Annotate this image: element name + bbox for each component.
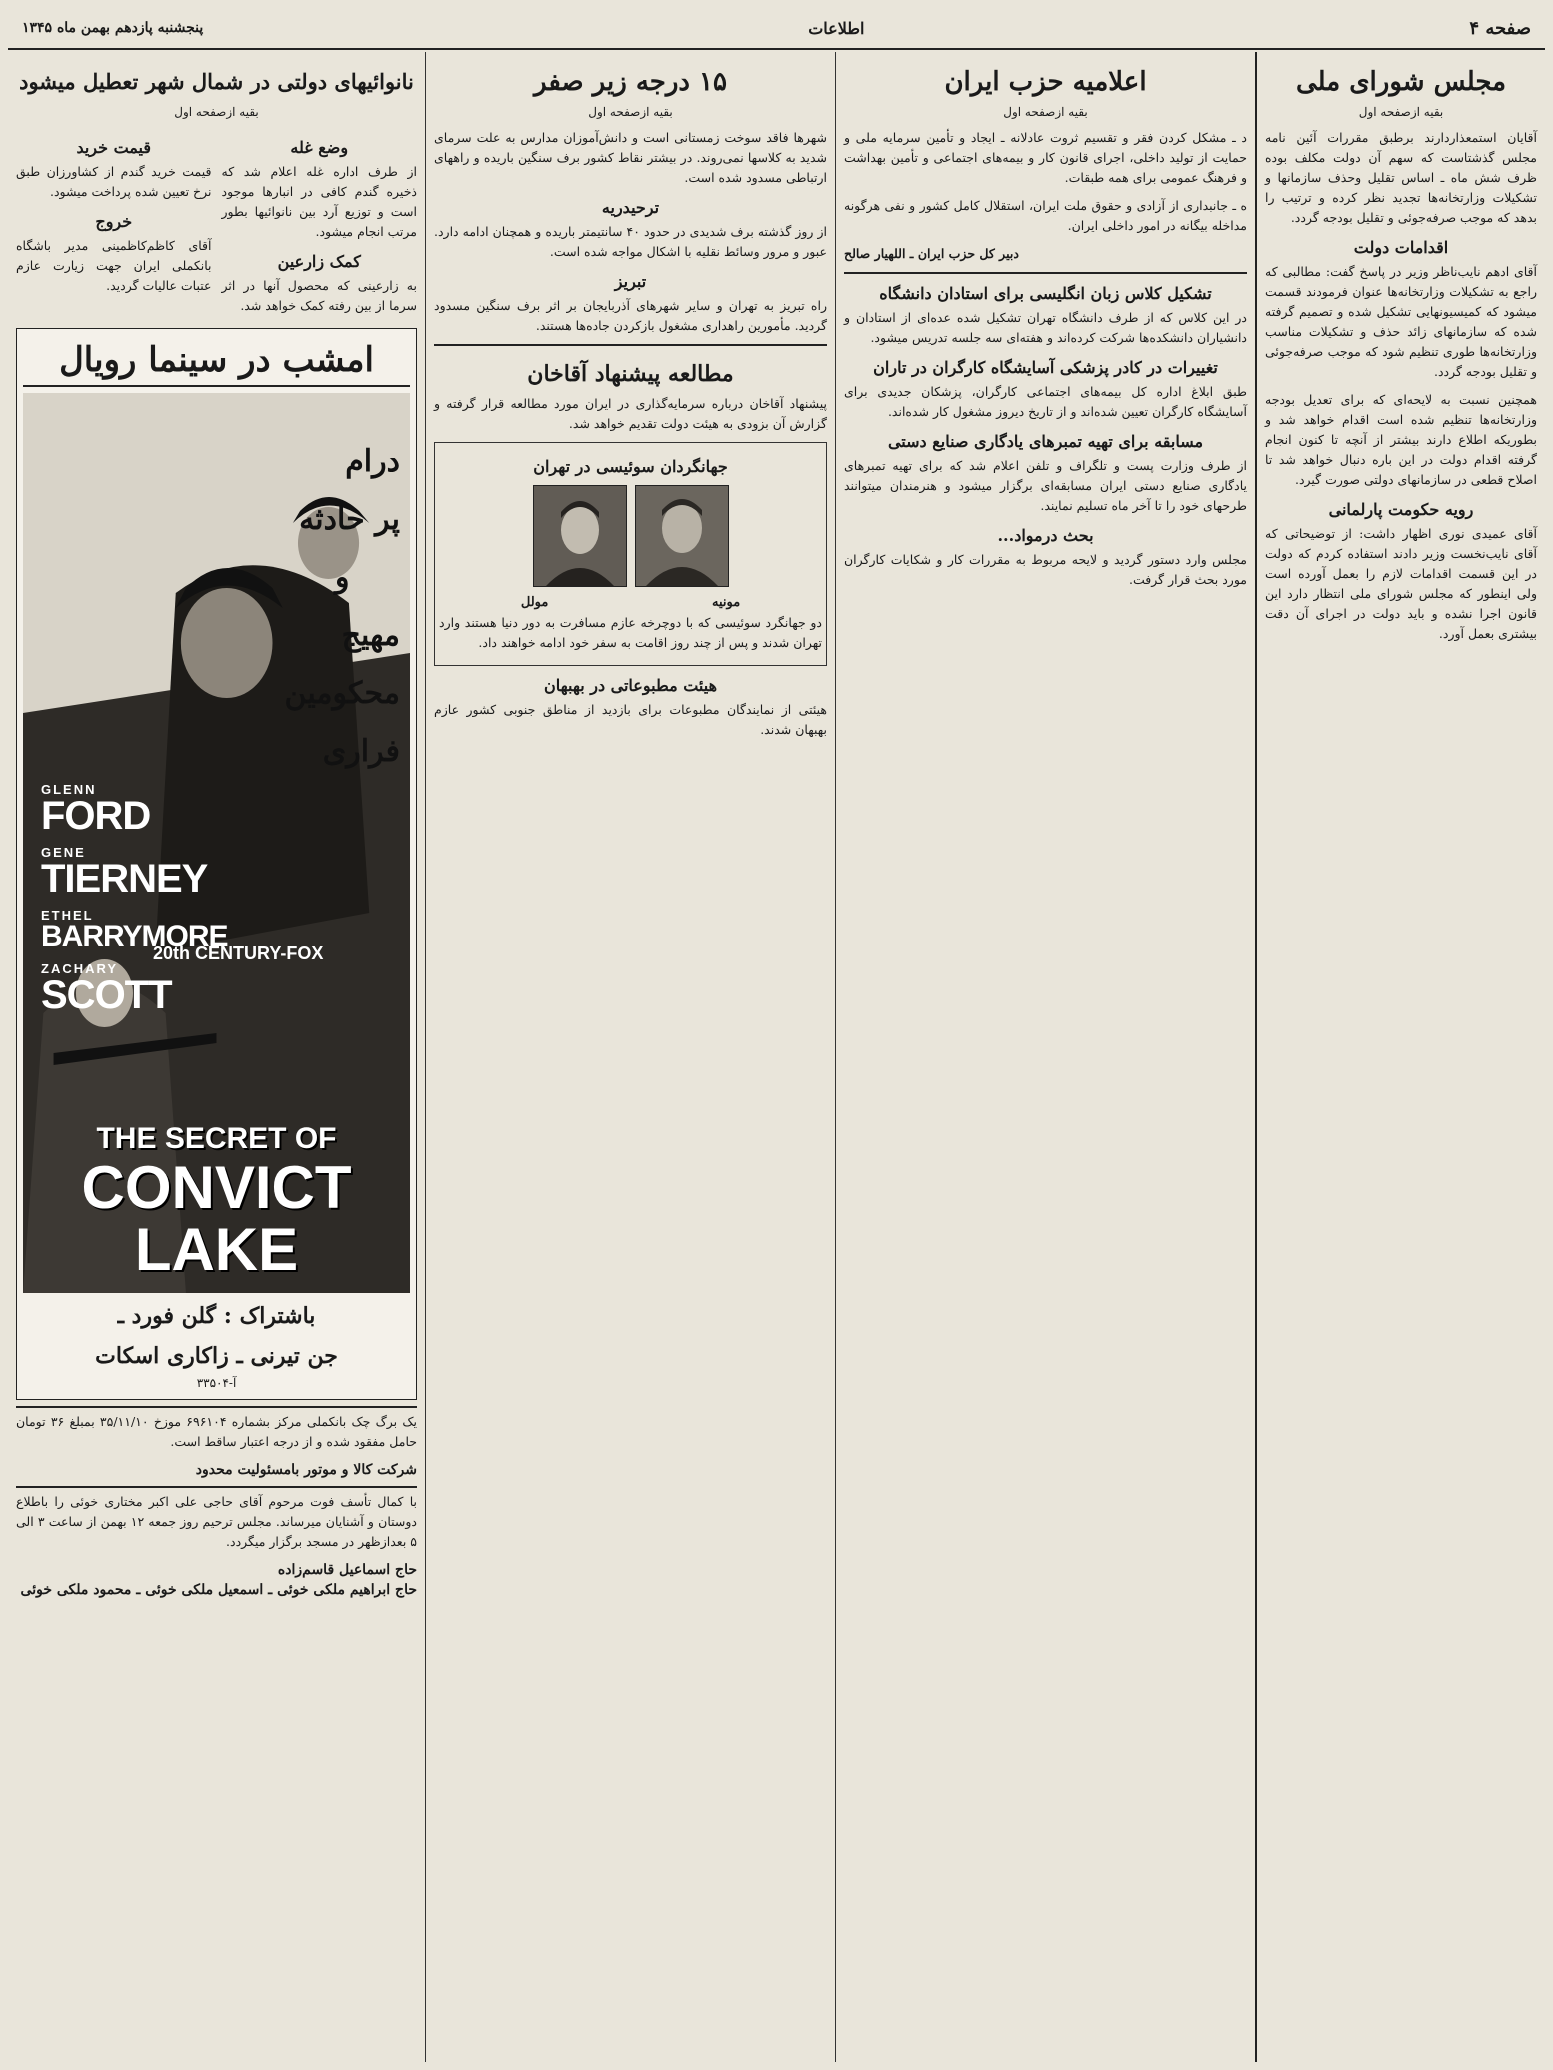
cinema-advertisement (16, 328, 417, 1400)
ad-starring: باشتراک : گلن فورد ـ (117, 1303, 316, 1329)
genre-line: درام (345, 444, 400, 479)
photo-captions (439, 593, 822, 613)
continued-note: بقیه ازصفحه اول (588, 105, 673, 119)
studio-logo: 20th CENTURY-FOX (153, 943, 324, 963)
movie-title-line: CONVICT (81, 1154, 352, 1221)
section-heading: رویه حکومت پارلمانی (1328, 500, 1474, 519)
notice-signature: حاج اسماعیل قاسم‌زاده (277, 1562, 417, 1578)
headline-iran-party: اعلامیه حزب ایران (944, 67, 1147, 97)
notice-text: یک برگ چک بانکملی مرکز بشماره ۶۹۶۱۰۴ موزخ ۳۵/۱۱/۱۰ بمبلغ ۳۶ تومان حامل مفقود شده و از درجه اعتبار ساقط است. (16, 1414, 417, 1449)
cast-list (41, 773, 228, 1015)
article-text: آقای عمیدی نوری اظهار داشت: از توضیحاتی که آقای نایب‌نخست وزیر دادند استفاده کردم که دولت در این قسمت اقدامات لازم را بعمل آورده است ولی اینطور که مجلس شورای ملی انتظار دارد این قانون اجرا نشده و باید دولت در اجرای آن دقت بیشتری بعمل آورد. (1265, 526, 1537, 641)
section-heading: تشکیل کلاس زبان انگلیسی برای استادان دانشگاه (879, 284, 1212, 303)
portrait-photo (533, 485, 627, 587)
section-heading: تغییرات در کادر پزشکی آسایشگاه کارگران در تاران (873, 358, 1218, 377)
article-text: راه تبریز به تهران و سایر شهرهای آذربایجان بر اثر برف سنگین مسدود گردید. مأمورین راهداری مشغول بازکردن جاده‌ها هستند. (434, 298, 827, 333)
photo-caption: مولل (520, 595, 549, 610)
article-text: آقای کاظم‌کاظمینی مدیر باشگاه بانکملی ایران جهت زیارت عازم عتبات عالیات گردید. (16, 238, 212, 293)
genre-line: و (335, 560, 350, 595)
column-weather (425, 52, 835, 2062)
obituary-notice (16, 1486, 417, 1600)
notice-signature: حاج ابراهیم ملکی خوئی ـ اسمعیل ملکی خوئی ـ محمود ملکی خوئی (20, 1582, 417, 1598)
article-text: از روز گذشته برف شدیدی در حدود ۴۰ سانتیمتر باریده و همچنان ادامه دارد. عبور و مرور وسائط نقلیه با اشکال مواجه شده است. (434, 224, 827, 259)
cast-last-name: TIERNEY (41, 857, 208, 901)
genre-line: پر حادثه (299, 502, 400, 537)
article-text: قیمت خرید گندم از کشاورزان طبق نرخ تعیین شده پرداخت میشود. (16, 164, 212, 199)
section-heading: اقدامات دولت (1353, 238, 1449, 257)
cast-last-name: SCOTT (41, 973, 172, 1017)
article-text: آقایان استمعذاردارند برطبق مقررات آئین نامه مجلس گذشتاست که سهم آن دولت مکلف بوده ظرف شش ماه ـ اساس تقلیل وحذف سازمانها و تشکیلات وزارتخانه‌ها تجدید نظر کرده و ترتیب را بدهد که موجب صرفه‌جوئی و تقلیل بودجه گردد. (1265, 130, 1537, 225)
article-text: مجلس وارد دستور گردید و لایحه مربوط به مقررات کار و شکایات کارگران مورد بحث قرار گرفت. (844, 552, 1247, 587)
portrait-photo (635, 485, 729, 587)
section-heading: مسابقه برای تهیه تمبرهای یادگاری صنایع دستی (887, 432, 1204, 451)
issue-date: پنجشنبه پازدهم بهمن ماه ۱۳۴۵ (22, 20, 204, 36)
genre-line: مهیج (341, 618, 400, 653)
section-heading: تبریز (614, 272, 647, 291)
portrait-image (534, 486, 626, 586)
section-heading: خروج (95, 212, 133, 231)
notice-signature: شرکت کالا و موتور بامسئولیت محدود (195, 1462, 417, 1478)
article-text: همچنین نسبت به لایحه‌ای که برای تعدیل بودجه وزارتخانه‌ها تنظیم شده است اقدام خواهد شد و بطوریکه اطلاع دارند بیشتر از آنچه تا کنون انجام گرفته اقدام دولت در این باره دنبال خواهد شد تا اصلاح قطعی در سازمانهای دولتی صورت گیرد. (1265, 392, 1537, 487)
movie-title-line: LAKE (134, 1216, 299, 1283)
ad-genre (285, 433, 400, 781)
article-text: هیئتی از نمایندگان مطبوعات برای بازدید از مناطق جنوبی کشور عازم بهبهان شدند. (434, 702, 827, 737)
column-bakeries (8, 52, 425, 2062)
article-text: دو جهانگرد سوئیسی که با دوچرخه عازم مسافرت به دور دنیا هستند وارد تهران شدند و پس از چند روز اقامت به سفر خود ادامه خواهند داد. (439, 615, 822, 650)
cast-first-name: GENE (41, 845, 86, 860)
section-heading: ترحیدریه (601, 198, 660, 217)
movie-title (23, 1121, 410, 1281)
cast-first-name: ETHEL (41, 908, 94, 923)
article-text: پیشنهاد آقاخان درباره سرمایه‌گذاری در ایران مورد مطالعه قرار گرفته و گزارش آن بزودی به هیئت دولت تقدیم خواهد شد. (434, 396, 827, 431)
paper-name: اطلاعات (808, 18, 865, 38)
signature: دبیر کل حزب ایران ـ اللهیار صالح (844, 246, 1019, 261)
cast-first-name: GLENN (41, 782, 97, 797)
masthead (8, 8, 1545, 50)
article-text: ه ـ جانبداری از آزادی و حقوق ملت ایران، استقلال کامل کشور و نفی هرگونه مداخله بیگانه در امور داخلی ایران. (844, 198, 1247, 233)
continued-note: بقیه ازصفحه اول (1358, 105, 1444, 119)
newspaper-page (8, 8, 1545, 2062)
ad-starring-2: جن تیرنی ـ زاکاری اسکات (95, 1343, 338, 1369)
section-heading: هیئت مطبوعاتی در بهبهان (543, 676, 718, 695)
headline-parliament: مجلس شورای ملی (1295, 67, 1507, 97)
section-heading: کمک زارعین (277, 252, 361, 271)
photo-caption: مونیه (711, 595, 741, 610)
section-heading: جهانگردان سوئیسی در تهران (533, 457, 728, 476)
headline-weather: ۱۵ درجه زیر صفر (534, 67, 727, 97)
ad-headline: امشب در سینما رویال (23, 335, 410, 387)
genre-line: محکومین (284, 676, 400, 711)
article-text: از طرف وزارت پست و تلگراف و تلفن اعلام شد که برای تهیه تمبرهای یادگاری صنایع دستی ایران مسابقه‌ای برگزار میشود و هنرمندان میتوانند طرحهای خود را تا آخر ماه تسلیم نمایند. (844, 458, 1247, 513)
cast-first-name: ZACHARY (41, 961, 119, 976)
movie-poster (23, 393, 410, 1293)
section-heading: بحث درمواد... (997, 526, 1094, 545)
cast-last-name: BARRYMORE (41, 920, 228, 953)
column-parliament (1255, 52, 1545, 2062)
section-heading: وضع غله (290, 138, 349, 157)
ad-code: آ-۳۳۵۰۴ (196, 1376, 237, 1390)
cast-last-name: FORD (41, 794, 151, 838)
page-number: صفحه ۴ (1469, 17, 1531, 39)
swiss-tourists-box (434, 442, 827, 666)
article-text: شهرها فاقد سوخت زمستانی است و دانش‌آموزان مدارس به علت سرمای شدید به کلاسها نمی‌روند. در بیشتر نقاط کشور برف سنگین باریده و راههای ارتباطی مسدود شده است. (434, 130, 827, 185)
lost-check-notice (16, 1406, 417, 1480)
notice-text: با کمال تأسف فوت مرحوم آقای حاجی علی اکبر مختاری خوئی را باطلاع دوستان و آشنایان میرساند. مجلس ترحیم روز جمعه ۱۲ بهمن از ساعت ۳ الی ۵ بعدازظهر در مسجد برگزار میگردد. (16, 1494, 417, 1549)
continued-note: بقیه ازصفحه اول (174, 105, 259, 119)
article-text: در این کلاس که از طرف دانشگاه تهران تشکیل شده عده‌ای از استادان و دانشیاران دانشکده‌ها شرکت کرده‌اند و هفته‌ای سه جلسه تدریس میشود. (844, 310, 1247, 345)
article-text: د ـ مشکل کردن فقر و تقسیم ثروت عادلانه ـ ایجاد و تأمین سرمایه ملی و حمایت از تولید داخلی، اجرای قانون کار و بیمه‌های اجتماعی و تأمین بهداشت و فرهنگ عمومی برای همه طبقات. (844, 130, 1247, 185)
continued-note: بقیه ازصفحه اول (1003, 105, 1088, 119)
column-iran-party (835, 52, 1255, 2062)
movie-title-line: THE SECRET OF (96, 1122, 337, 1155)
article-text: از طرف اداره غله اعلام شد که ذخیره گندم کافی در انبارها موجود است و توزیع آرد بین نانوائیها بطور مرتب انجام میشود. (221, 164, 417, 239)
article-text: طبق ابلاغ اداره کل بیمه‌های اجتماعی کارگران، پزشکان جدیدی برای آسایشگاه کارگران تعیین شده‌اند و از تاریخ دیروز مشغول کار شده‌اند. (844, 384, 1247, 419)
article-text: آقای ادهم نایب‌ناظر وزیر در پاسخ گفت: مطالبی که راجع به تشکیلات وزارتخانه‌ها عنوان فرمودند قسمت میشود که کمیسیونهایی تشکیل شده و تصمیم گرفته شده که سازمانهای زائد حذف و تشکیلات مناسب وزارتخانه‌ها طوری تنظیم شود که موجب صرفه‌جوئی و تقلیل بودجه گردد. (1265, 264, 1537, 379)
headline-bakeries: نانوائیهای دولتی در شمال شهر تعطیل میشود (19, 69, 414, 94)
portrait-image (636, 486, 728, 586)
article-text: به زارعینی که محصول آنها در اثر سرما از بین رفته کمک خواهد شد. (221, 278, 417, 313)
headline-aga-khan: مطالعه پیشنهاد آقاخان (527, 361, 734, 387)
genre-line: فراری (322, 734, 400, 769)
section-heading: قیمت خرید (76, 138, 152, 157)
photo-row (439, 485, 822, 587)
